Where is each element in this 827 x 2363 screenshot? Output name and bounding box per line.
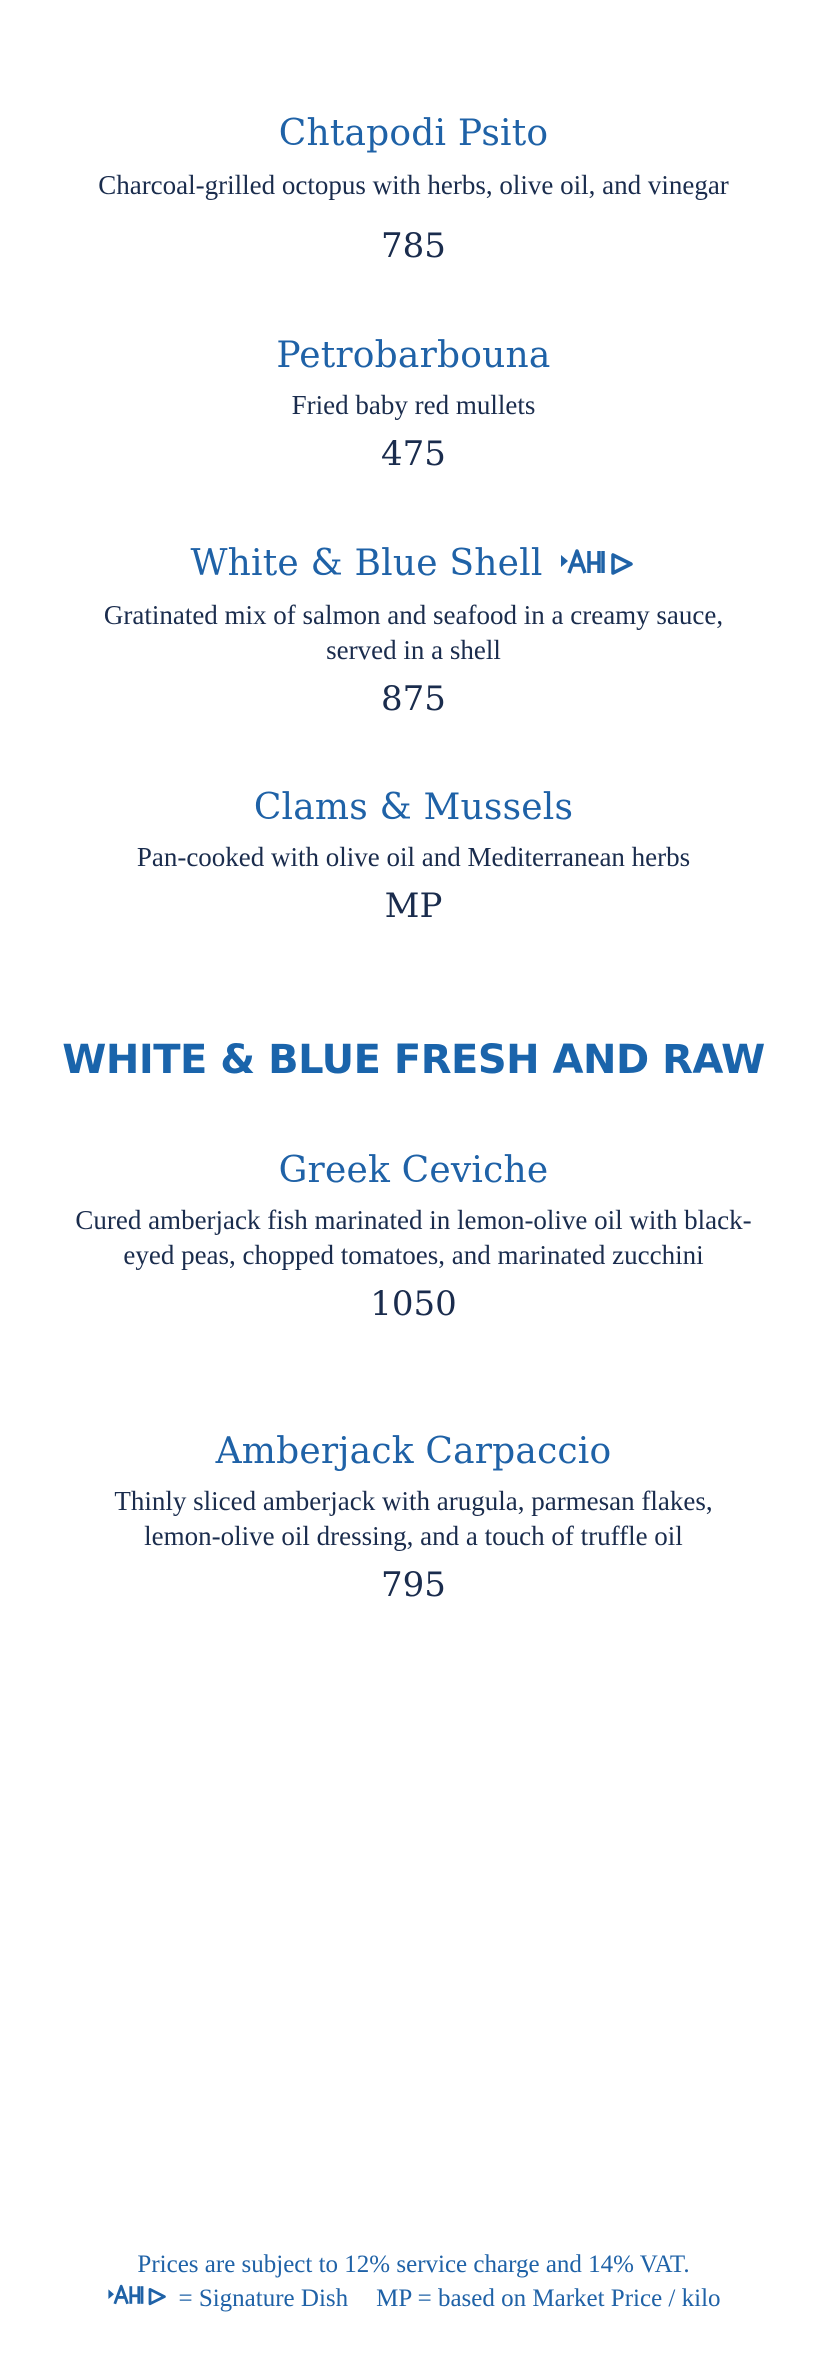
menu-item-amberjack-carpaccio xyxy=(0,1430,827,1606)
signature-dish-icon xyxy=(559,544,637,588)
item-name: Petrobarbouna xyxy=(276,335,551,376)
section-heading: WHITE & BLUE FRESH AND RAW xyxy=(62,1037,765,1083)
item-description: Thinly sliced amberjack with arugula, parmesan flakes, lemon-olive oil dressing, and a touch of truffle oil xyxy=(114,1486,713,1551)
item-description: Gratinated mix of salmon and seafood in a creamy sauce, served in a shell xyxy=(103,600,724,665)
item-price: MP xyxy=(384,886,443,926)
item-name: Clams & Mussels xyxy=(253,787,574,828)
item-name: Greek Ceviche xyxy=(278,1150,549,1191)
menu-item-petrobarbouna xyxy=(0,334,827,475)
mp-legend: MP = based on Market Price / kilo xyxy=(376,2285,721,2312)
signature-legend: = Signature Dish xyxy=(178,2285,349,2312)
item-description: Fried baby red mullets xyxy=(291,390,536,420)
footer xyxy=(0,2248,827,2317)
item-name-row xyxy=(0,542,827,588)
menu-item-chtapodi-psito xyxy=(0,112,827,267)
item-name: Amberjack Carpaccio xyxy=(215,1431,612,1472)
item-name: White & Blue Shell xyxy=(190,543,543,584)
signature-dish-icon xyxy=(106,2283,170,2317)
footer-legend xyxy=(0,2282,827,2317)
item-name: Chtapodi Psito xyxy=(278,113,549,154)
menu-item-clams-mussels xyxy=(0,786,827,927)
item-price: 785 xyxy=(381,226,446,266)
item-price: 475 xyxy=(381,434,446,474)
item-price: 1050 xyxy=(370,1284,457,1324)
item-description: Cured amberjack fish marinated in lemon-olive oil with black-eyed peas, chopped tomatoes, and marinated zucchini xyxy=(75,1205,752,1270)
item-description: Pan-cooked with olive oil and Mediterranean herbs xyxy=(136,842,691,872)
menu-item-white-blue-shell xyxy=(0,542,827,720)
footer-service-note: Prices are subject to 12% service charge and 14% VAT. xyxy=(137,2251,690,2278)
item-description: Charcoal-grilled octopus with herbs, olive oil, and vinegar xyxy=(98,170,729,200)
menu-item-greek-ceviche xyxy=(0,1149,827,1325)
item-price: 795 xyxy=(381,1565,446,1605)
item-price: 875 xyxy=(381,679,446,719)
